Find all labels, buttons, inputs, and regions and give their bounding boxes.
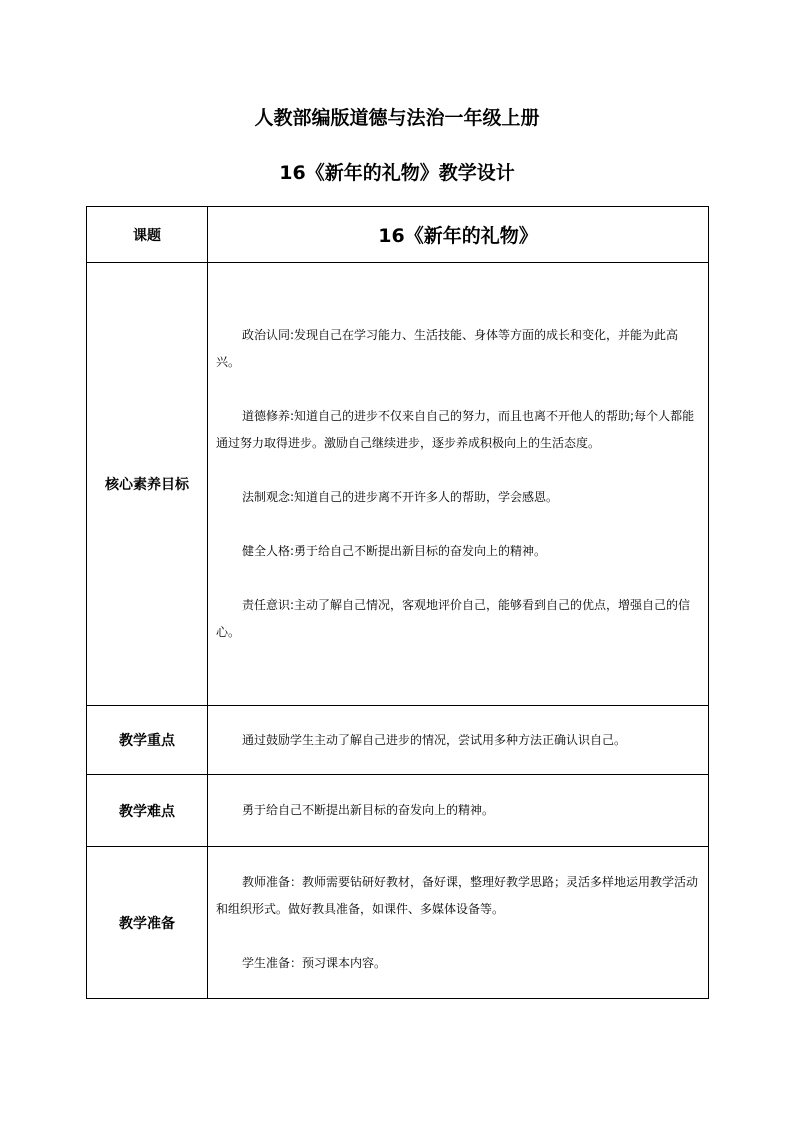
table-row-preparation — [87, 847, 709, 999]
teacher-preparation: 教师准备：教师需要钻研好教材，备好课，整理好教学思路；灵活多样地运用教学活动和组织形式。做好教具准备，如课件、多媒体设备等。 — [216, 874, 699, 916]
topic-label: 课题 — [87, 207, 208, 263]
core-goals-content — [208, 263, 709, 706]
table-row-topic — [87, 207, 709, 263]
goal-responsibility: 责任意识:主动了解自己情况，客观地评价自己，能够看到自己的优点，增强自己的信心。 — [216, 598, 691, 639]
preparation-label: 教学准备 — [87, 847, 208, 999]
lesson-plan-table — [86, 206, 709, 999]
key-point-content — [208, 706, 709, 775]
key-point-label: 教学重点 — [87, 706, 208, 775]
document-title: 人教部编版道德与法治一年级上册 — [254, 107, 540, 129]
core-goals-label: 核心素养目标 — [87, 263, 208, 706]
goal-sound-personality: 健全人格:勇于给自己不断提出新目标的奋发向上的精神。 — [242, 544, 547, 558]
table-row-difficulty — [87, 775, 709, 847]
goal-legal-awareness: 法制观念:知道自己的进步离不开许多人的帮助，学会感恩。 — [242, 490, 559, 504]
goal-moral-cultivation: 道德修养:知道自己的进步不仅来自自己的努力，而且也离不开他人的帮助;每个人都能通过努力取得进步。激励自己继续进步，逐步养成积极向上的生活态度。 — [216, 409, 695, 450]
difficulty-text: 勇于给自己不断提出新目标的奋发向上的精神。 — [242, 803, 495, 817]
document-subtitle: 16《新年的礼物》教学设计 — [279, 162, 515, 184]
table-row-key-point — [87, 706, 709, 775]
table-row-core-goals — [87, 263, 709, 706]
key-point-text: 通过鼓励学生主动了解自己进步的情况，尝试用多种方法正确认识自己。 — [242, 732, 627, 747]
goal-political-identity: 政治认同:发现自己在学习能力、生活技能、身体等方面的成长和变化，并能为此高兴。 — [216, 328, 679, 369]
preparation-content — [208, 847, 709, 999]
difficulty-content — [208, 775, 709, 847]
difficulty-label: 教学难点 — [87, 775, 208, 847]
topic-value: 16《新年的礼物》 — [208, 207, 709, 263]
student-preparation: 学生准备：预习课本内容。 — [242, 955, 387, 970]
